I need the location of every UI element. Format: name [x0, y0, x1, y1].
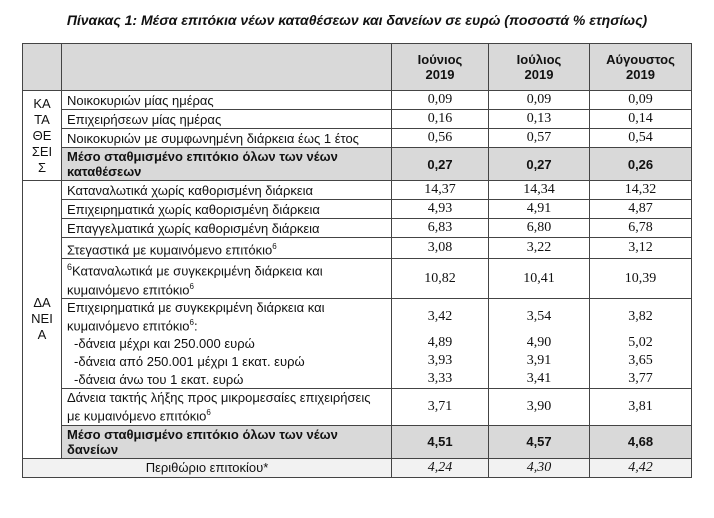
cell-value: 4,89	[392, 334, 489, 352]
row-label: Καταναλωτικά χωρίς καθορισμένη διάρκεια	[62, 181, 392, 200]
cell-value: 4,87	[590, 200, 692, 219]
cell-value: 6,78	[590, 219, 692, 238]
table-row	[23, 129, 692, 148]
cell-value: 3,12	[590, 238, 692, 259]
row-label: -δάνεια μέχρι και 250.000 ευρώ	[62, 334, 392, 352]
cell-value: 0,54	[590, 129, 692, 148]
cell-value: 3,42	[392, 298, 489, 334]
cell-value: 14,37	[392, 181, 489, 200]
row-label: Επαγγελματικά χωρίς καθορισμένη διάρκεια	[62, 219, 392, 238]
table-row	[23, 389, 692, 425]
row-label: Δάνεια τακτής λήξης προς μικρομεσαίες επιχειρήσεις με κυμαινόμενο επιτόκιο$^6$	[62, 389, 392, 425]
row-label: -δάνεια άνω του 1 εκατ. ευρώ	[62, 370, 392, 389]
cell-value: 3,71	[392, 389, 489, 425]
cell-value: 3,81	[590, 389, 692, 425]
table-row	[23, 238, 692, 259]
loans-average-row	[23, 425, 692, 458]
table-row	[23, 352, 692, 370]
margin-row	[23, 458, 692, 477]
row-label: Μέσο σταθμισμένο επιτόκιο όλων των νέων δανείων	[62, 425, 392, 458]
table-row	[23, 91, 692, 110]
cell-value: 3,54	[489, 298, 590, 334]
table-row	[23, 334, 692, 352]
row-label: Επιχειρηματικά με συγκεκριμένη διάρκεια και κυμαινόμενο επιτόκιο$^6$:	[62, 298, 392, 334]
cell-value: 4,30	[489, 458, 590, 477]
deposits-average-row	[23, 148, 692, 181]
row-label: Νοικοκυριών με συμφωνημένη διάρκεια έως 1 έτος	[62, 129, 392, 148]
cell-value: 10,39	[590, 259, 692, 299]
cell-value: 3,82	[590, 298, 692, 334]
cell-value: 6,83	[392, 219, 489, 238]
cell-value: 4,68	[590, 425, 692, 458]
row-label: $^6$Καταναλωτικά με συγκεκριμένη διάρκεια και κυμαινόμενο επιτόκιο$^6$	[62, 259, 392, 299]
cell-value: 6,80	[489, 219, 590, 238]
cell-value: 4,51	[392, 425, 489, 458]
header-june: Ιούνιος 2019	[392, 44, 489, 91]
row-label: Επιχειρήσεων μίας ημέρας	[62, 110, 392, 129]
cell-value: 0,27	[392, 148, 489, 181]
row-label: Επιχειρηματικά χωρίς καθορισμένη διάρκεια	[62, 200, 392, 219]
cell-value: 0,09	[392, 91, 489, 110]
cell-value: 3,93	[392, 352, 489, 370]
cell-value: 10,41	[489, 259, 590, 299]
cell-value: 3,90	[489, 389, 590, 425]
interest-rates-table	[22, 43, 692, 478]
loans-section-label: ΔΑ ΝΕΙ Α	[23, 181, 62, 459]
table-row	[23, 259, 692, 299]
row-label: Νοικοκυριών μίας ημέρας	[62, 91, 392, 110]
cell-value: 4,57	[489, 425, 590, 458]
cell-value: 4,91	[489, 200, 590, 219]
cell-value: 0,09	[489, 91, 590, 110]
row-label: Περιθώριο επιτοκίου*	[23, 458, 392, 477]
cell-value: 14,32	[590, 181, 692, 200]
cell-value: 0,14	[590, 110, 692, 129]
row-label: Στεγαστικά με κυμαινόμενο επιτόκιο$^6$	[62, 238, 392, 259]
cell-value: 3,08	[392, 238, 489, 259]
cell-value: 3,41	[489, 370, 590, 389]
row-label: -δάνεια από 250.001 μέχρι 1 εκατ. ευρώ	[62, 352, 392, 370]
cell-value: 0,09	[590, 91, 692, 110]
cell-value: 3,65	[590, 352, 692, 370]
header-blank	[62, 44, 392, 91]
cell-value: 4,93	[392, 200, 489, 219]
table-row	[23, 181, 692, 200]
table-row	[23, 298, 692, 334]
header-row	[23, 44, 692, 91]
deposits-section-label: ΚΑ ΤΑ ΘΕ ΣΕΙ Σ	[23, 91, 62, 181]
cell-value: 14,34	[489, 181, 590, 200]
cell-value: 0,57	[489, 129, 590, 148]
header-august: Αύγουστος 2019	[590, 44, 692, 91]
cell-value: 10,82	[392, 259, 489, 299]
table-row	[23, 110, 692, 129]
table-row	[23, 370, 692, 389]
row-label: Μέσο σταθμισμένο επιτόκιο όλων των νέων καταθέσεων	[62, 148, 392, 181]
cell-value: 0,26	[590, 148, 692, 181]
cell-value: 0,13	[489, 110, 590, 129]
cell-value: 4,24	[392, 458, 489, 477]
cell-value: 3,91	[489, 352, 590, 370]
cell-value: 4,42	[590, 458, 692, 477]
cell-value: 3,77	[590, 370, 692, 389]
cell-value: 3,22	[489, 238, 590, 259]
table-row	[23, 200, 692, 219]
cell-value: 0,56	[392, 129, 489, 148]
header-july: Ιούλιος 2019	[489, 44, 590, 91]
cell-value: 3,33	[392, 370, 489, 389]
cell-value: 5,02	[590, 334, 692, 352]
cell-value: 0,27	[489, 148, 590, 181]
header-blank	[23, 44, 62, 91]
table-row	[23, 219, 692, 238]
table-title: Πίνακας 1: Μέσα επιτόκια νέων καταθέσεων και δανείων σε ευρώ (ποσοστά % ετησίως)	[66, 12, 648, 28]
cell-value: 4,90	[489, 334, 590, 352]
cell-value: 0,16	[392, 110, 489, 129]
